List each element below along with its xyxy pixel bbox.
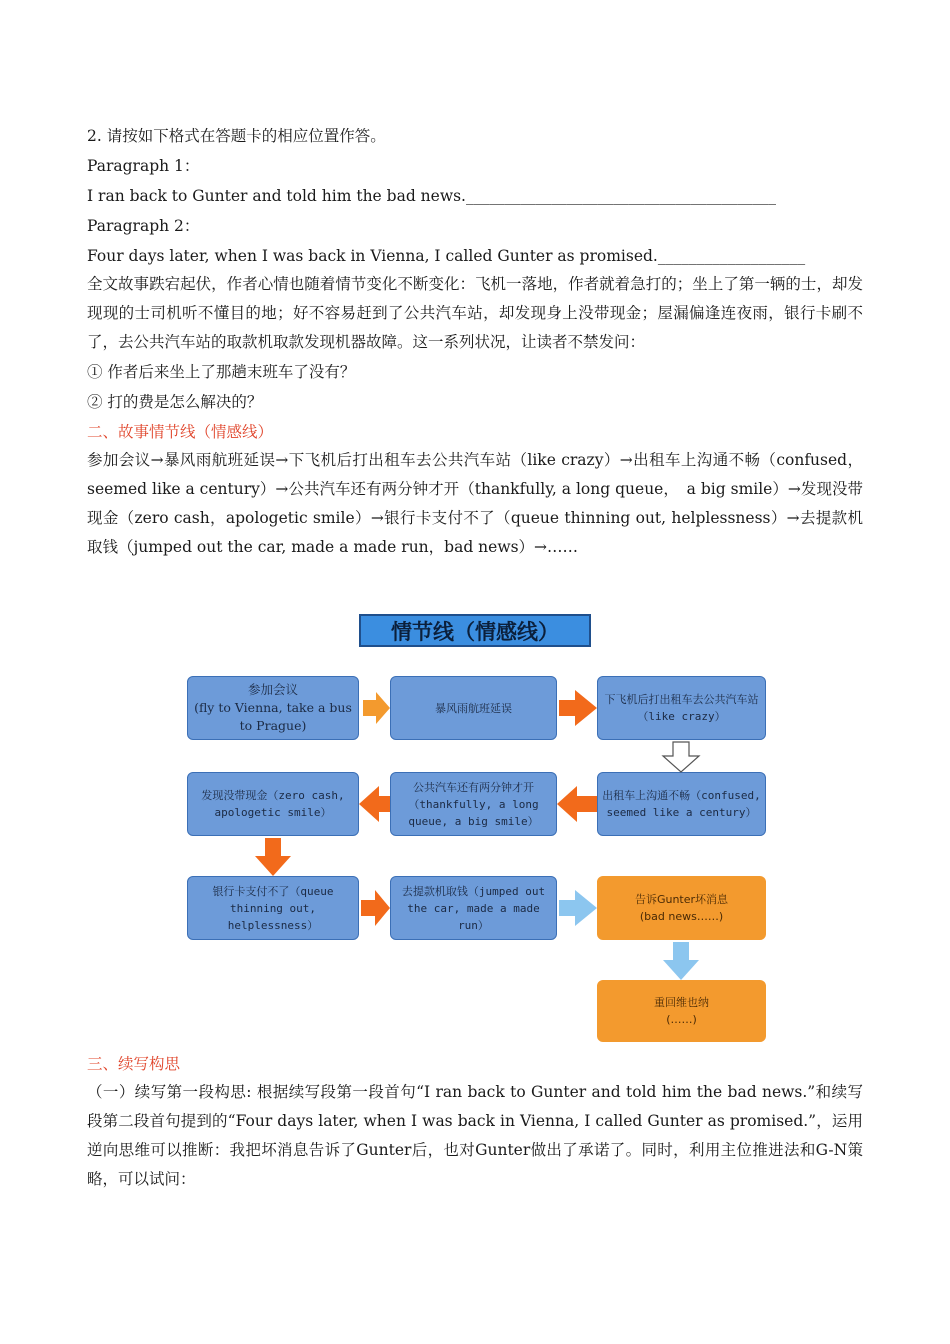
continuation-text: （一）续写第一段构思: 根据续写段第一段首句“I ran back to Gunter and told him the bad news.”和续写段第二段首句提到的“Four days later, when I was back in Vienna, I called Gunter as promised.”，运用逆向思维可以推断：我把坏消息告诉了Gunter后，也对Gunter做出了承诺了。同时，利用主位推进法和G-N策略，可以试问： xyxy=(87,1083,863,1188)
flow-box-tell-gunter: 告诉Gunter坏消息 (bad news……) xyxy=(597,876,766,940)
section2-heading: 二、故事情节线（情感线） xyxy=(87,423,274,441)
arrow-down-hollow xyxy=(663,742,699,772)
arrow-down-light xyxy=(663,942,699,980)
flow-box-attend-meeting: 参加会议 (fly to Vienna, take a bus to Prague) xyxy=(187,676,359,740)
arrow-right-1 xyxy=(363,692,390,724)
diagram-title: 情节线（情感线） xyxy=(359,614,591,647)
paragraph1-label: Paragraph 1： xyxy=(87,157,200,175)
arrow-right-3 xyxy=(361,890,390,926)
flow-box-take-taxi: 下飞机后打出租车去公共汽车站（like crazy） xyxy=(597,676,766,740)
section3-heading: 三、续写构思 xyxy=(87,1055,181,1073)
paragraph1-first-sentence: I ran back to Gunter and told him the bad news.________________________________________ xyxy=(87,187,776,205)
paragraph2-label: Paragraph 2： xyxy=(87,217,200,235)
paragraph2-first-sentence: Four days later, when I was back in Vienna, I called Gunter as promised.___________________ xyxy=(87,247,806,265)
arrow-left-1 xyxy=(557,786,597,822)
question-1: ① 作者后来坐上了那趟末班车了没有？ xyxy=(87,363,356,381)
plotline-diagram xyxy=(183,610,783,1042)
question-2: ② 打的费是怎么解决的？ xyxy=(87,393,263,411)
flow-box-bus-two-minutes: 公共汽车还有两分钟才开（thankfully, a long queue, a big smile） xyxy=(390,772,557,836)
flow-box-flight-delay: 暴风雨航班延误 xyxy=(390,676,557,740)
arrow-left-2 xyxy=(359,786,390,822)
arrow-down-orange xyxy=(255,838,291,876)
flow-box-back-to-vienna: 重回维也纳 (……) xyxy=(597,980,766,1042)
analysis-text: 全文故事跌宕起伏，作者心情也随着情节变化不断变化：飞机一落地，作者就着急打的；坐上了第一辆的士，却发现现的士司机听不懂目的地；好不容易赶到了公共汽车站，却发现身上没带现金；屋漏偏逢连夜雨，银行卡刷不了，去公共汽车站的取款机取款发现机器故障。这一系列状况，让读者不禁发问： xyxy=(87,275,863,351)
instruction-line: 2. 请按如下格式在答题卡的相应位置作答。 xyxy=(87,127,386,145)
flow-box-taxi-communication: 出租车上沟通不畅（confused, seemed like a century） xyxy=(597,772,766,836)
arrow-right-light xyxy=(559,890,597,926)
flow-box-no-cash: 发现没带现金（zero cash, apologetic smile） xyxy=(187,772,359,836)
arrow-right-2 xyxy=(559,690,597,726)
plotline-text: 参加会议→暴风雨航班延误→下飞机后打出租车去公共汽车站（like crazy）→出租车上沟通不畅（confused，seemed like a century）→公共汽车还有两分钟才开（thankfully, a long queue， a big smile）→发现没带现金（zero cash，apologetic smile）→银行卡支付不了（queue thinning out, helplessness）→去提款机取钱（jumped out the car, made a made run，bad news）→…… xyxy=(87,451,863,556)
flow-box-atm: 去提款机取钱（jumped out the car, made a made run） xyxy=(390,876,557,940)
flow-box-card-failed: 银行卡支付不了（queue thinning out, helplessness） xyxy=(187,876,359,940)
